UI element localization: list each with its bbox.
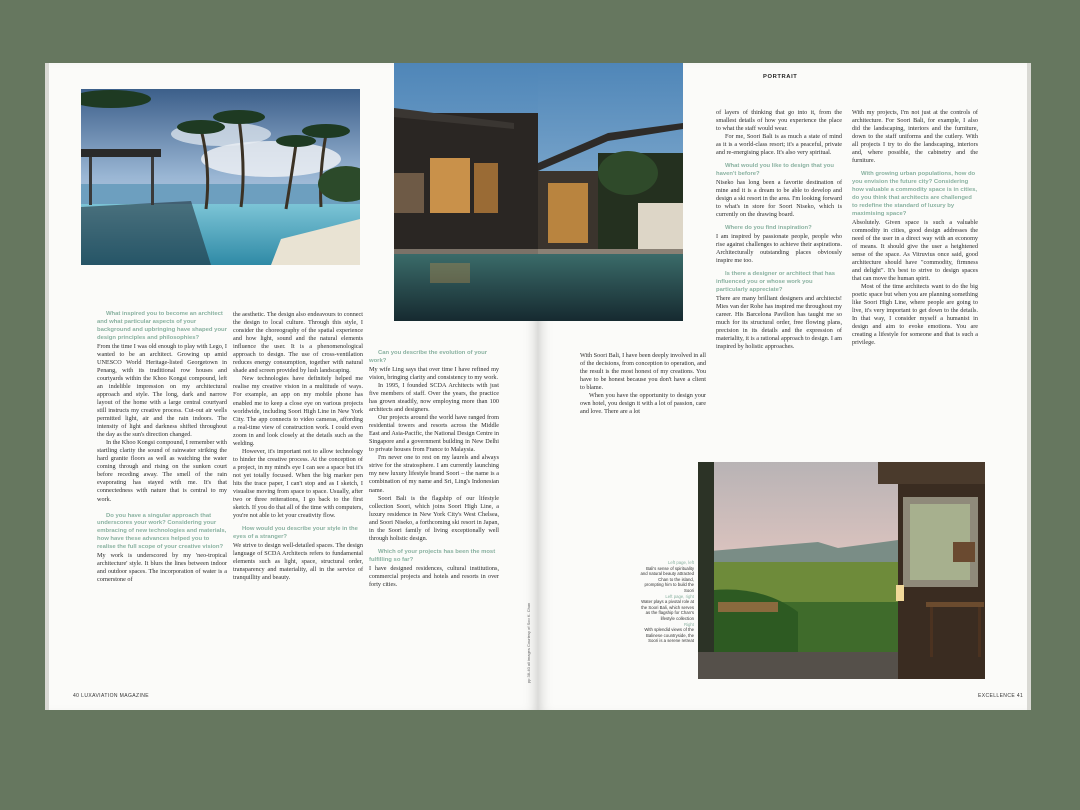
question-heading: How would you describe your style in the eyes of a stranger? bbox=[233, 526, 358, 541]
body-paragraph: My wife Ling says that over time I have refined my vision, bringing clarity and consistency to my work. bbox=[369, 365, 499, 381]
page-number-right: EXCELLENCE 41 bbox=[978, 693, 1024, 699]
body-paragraph: of layers of thinking that go into it, from the smallest details of how you experience the place to what the staff would wear. bbox=[716, 109, 842, 133]
page-number-left: 40 LUXAVIATION MAGAZINE bbox=[73, 693, 149, 699]
section-label: PORTRAIT bbox=[763, 74, 798, 80]
question-heading: Can you describe the evolution of your work? bbox=[369, 350, 487, 364]
body-paragraph: In the Khoo Kongsi compound, I remember with startling clarity the sound of rainwater striking the hard granite floors as well as watching the water coming through and rising on the sunken court before receding away. The smell of the rain evaporating has stayed with me. It's that connectedness with nature that is central to my work. bbox=[97, 439, 227, 503]
page-edge-right bbox=[1027, 63, 1031, 710]
caption-label: Right bbox=[683, 621, 694, 627]
body-paragraph: I'm never one to rest on my laurels and always strive for the stratosphere. I am currently launching my new luxury lifestyle brand Soori – the name is a combination of my name and Sri, Ling's Indonesian name. bbox=[369, 454, 499, 494]
article-column-2 bbox=[233, 311, 363, 582]
body-paragraph: Absolutely. Given space is such a valuable commodity in cities, good design addresses the need of the user in a direct way with an economy of means. It should give the user a heightened sense of the space. As Vitruvius once said, good architecture should have "commodity, firmness and delight". It's best to strive to design spaces that can move the human spirit. bbox=[852, 218, 978, 283]
article-column-3 bbox=[369, 350, 499, 589]
body-paragraph: For me, Soori Bali is as much a state of mind as it is a world-class resort; it's a peaceful, private and re-energising place. It's also very spiritual. bbox=[716, 133, 842, 157]
caption-label: Left page, right bbox=[665, 593, 694, 599]
body-paragraph: Niseko has long been a favorite destination of mine and it is a dream to be able to develop and design a ski resort in the area. I'm looking forward to what's in store for Soori Niseko, which is currently on the drawing board. bbox=[716, 179, 842, 219]
body-paragraph: However, it's important not to allow technology to hinder the creative process. At the conception of a project, in my mind's eye I can see a space but it's not yet totally focused. When the big marker pen hits the trace paper, I can't stop and as I sketch, I visualise moving from space to space. Usually, after two or three reiterations, I go back to the first sketch. If you do that all of the time with computers, you're not able to let your creativity flow. bbox=[233, 447, 363, 520]
body-paragraph: From the time I was old enough to play with Lego, I wanted to be an architect. Growing up amid UNESCO World Heritage-listed Georgetown in Penang, with its traditional row houses and courtyards within the Khoo Kongsi compound, left an indelible impression on my architectural approach and style. The long, dark and narrow layout of the home with a large central courtyard still instructs my creative process. Cut-out air wells permitted light, air and the rain indoors. The intensity of light and darkness shifted throughout the day as the sun's direction changed. bbox=[97, 342, 227, 439]
article-column-1 bbox=[97, 311, 227, 584]
magazine-spread bbox=[49, 63, 1027, 710]
left-page bbox=[49, 63, 538, 710]
villa-pool-photo bbox=[394, 63, 538, 321]
villa-pool-photo-continued bbox=[538, 63, 683, 321]
body-paragraph: the aesthetic. The design also endeavours to connect the design to local culture. Through this style, I consider the choreography of the spatial experience and how light, sound and the natural elements influence the user. It is a phenomenological approach to design. The use of cross-ventilation reduces energy consumption, together with natural shade and screen provided by lush landscaping. bbox=[233, 311, 363, 375]
article-column-4 bbox=[580, 352, 706, 416]
body-paragraph: Our projects around the world have ranged from residential towers and resorts across the Middle East and Asia-Pacific, the National Design Centre in Singapore and a government building in New Delhi to private houses from France to Malaysia. bbox=[369, 414, 499, 454]
caption-text: Water plays a pivotal role at the Soori Bali, which serves as the flagship for Chan's lifestyle collection bbox=[641, 599, 694, 621]
body-paragraph: I am inspired by passionate people, people who rise against challenges to achieve their aspirations. Architecturally outstanding places obviously inspire me too. bbox=[716, 233, 842, 265]
article-column-5 bbox=[716, 109, 842, 351]
body-paragraph: When you have the opportunity to design your own hotel, you design it with a lot of passion, care and love. There are a lot bbox=[580, 392, 706, 416]
right-page bbox=[538, 63, 1027, 710]
photo-credit: pp 38-40 all images Courtesy of Soo K. Chan bbox=[526, 602, 531, 683]
body-paragraph: We strive to design well-detailed spaces. The design language of SCDA Architects refers to fundamental elements such as light, space, structural order, transparency and materiality, all in the service of tranquillity and beauty. bbox=[233, 542, 363, 582]
body-paragraph: My work is underscored by my 'neo-tropical architecture' style. It blurs the lines between indoor and outdoor spaces. The incorporation of water is a cornerstone of bbox=[97, 552, 227, 584]
question-heading: What would you like to design that you haven't before? bbox=[716, 163, 834, 178]
question-heading: What inspired you to become an architect and what particular aspects of your background and upbringing have shaped your design principles and philosophies? bbox=[97, 311, 227, 341]
body-paragraph: Soori Bali is the flagship of our lifestyle collection Soori, which joins Soori High Line, a luxury residence in New York City's West Chelsea, and Soori Niseko, a forthcoming ski resort in Japan, in the Soori family of living exceptionally well through holistic design. bbox=[369, 494, 499, 542]
question-heading: Where do you find inspiration? bbox=[725, 225, 812, 232]
pool-palms-photo bbox=[81, 89, 360, 265]
body-paragraph: With Soori Bali, I have been deeply involved in all of the decisions, from conception to operation, and the result is the most honest of my creations. You have to be honest because you don't have a client to blame. bbox=[580, 352, 706, 392]
body-paragraph: With my projects, I'm not just at the controls of architecture. For Soori Bali, for example, I also did the landscaping, interiors and the furniture, down to the staff uniforms and the cutlery. With all projects I try to do the landscaping, interiors and, where possible, the cabinetry and the furniture. bbox=[852, 109, 978, 165]
body-paragraph: New technologies have definitely helped me realise my creative vision in a multitude of ways. For example, an app on my mobile phone has enabled me to keep a close eye on various projects worldwide, including Soori High Line in New York City. The app connects to video cameras, affording a real-time view of construction work. I could even zoom in and look closely at the details such as the welding. bbox=[233, 375, 363, 447]
body-paragraph: I have designed residences, cultural institutions, commercial projects and hotels and resorts in over forty cities. bbox=[369, 564, 499, 588]
caption-text: Bali's sense of spirituality and natural beauty attracted Chan to the island, prompting him to build the Soori bbox=[640, 565, 694, 593]
question-heading: Do you have a singular approach that underscores your work? Considering your embracing of new technologies and materials, how have these advances helped you to realise the full scope of your creative vision? bbox=[97, 512, 227, 551]
body-paragraph: Most of the time architects want to do the big poetic space but when you are planning something like Soori High Line, where people are going to live, it's very important to get down to the details. In that way, I consider myself a humanist in design and aim to evoke emotions. You are creating a lifestyle for someone and that is such a privilege. bbox=[852, 283, 978, 347]
body-paragraph: In 1995, I founded SCDA Architects with just five members of staff. Over the years, the practice has grown steadily, now employing more than 100 architects and designers. bbox=[369, 381, 499, 414]
question-heading: With growing urban populations, how do you envision the future city? Considering how valuable a commodity space is in cities, do you think that architects are challenged to redefine the standard of luxury by maximising space? bbox=[852, 171, 978, 217]
body-paragraph: There are many brilliant designers and architects! Mies van der Rohe has inspired me throughout my career. His Barcelona Pavilion has taught me so much for its structural order, free flowing plans, precision in its details and the expression of materiality, it is a rational approach to design. I am inspired by holistic approaches. bbox=[716, 295, 842, 351]
caption-label: Left page, left bbox=[667, 560, 694, 565]
question-heading: Which of your projects has been the most fulfilling so far? bbox=[369, 548, 496, 563]
caption-text: With splendid views of the Balinese countryside, the Soori is a serene retreat bbox=[644, 627, 694, 644]
article-column-6 bbox=[852, 109, 978, 348]
question-heading: Is there a designer or architect that has influenced you or whose work you particularly appreciate? bbox=[716, 271, 835, 294]
photo-captions bbox=[638, 560, 694, 644]
countryside-view-photo bbox=[698, 462, 985, 679]
